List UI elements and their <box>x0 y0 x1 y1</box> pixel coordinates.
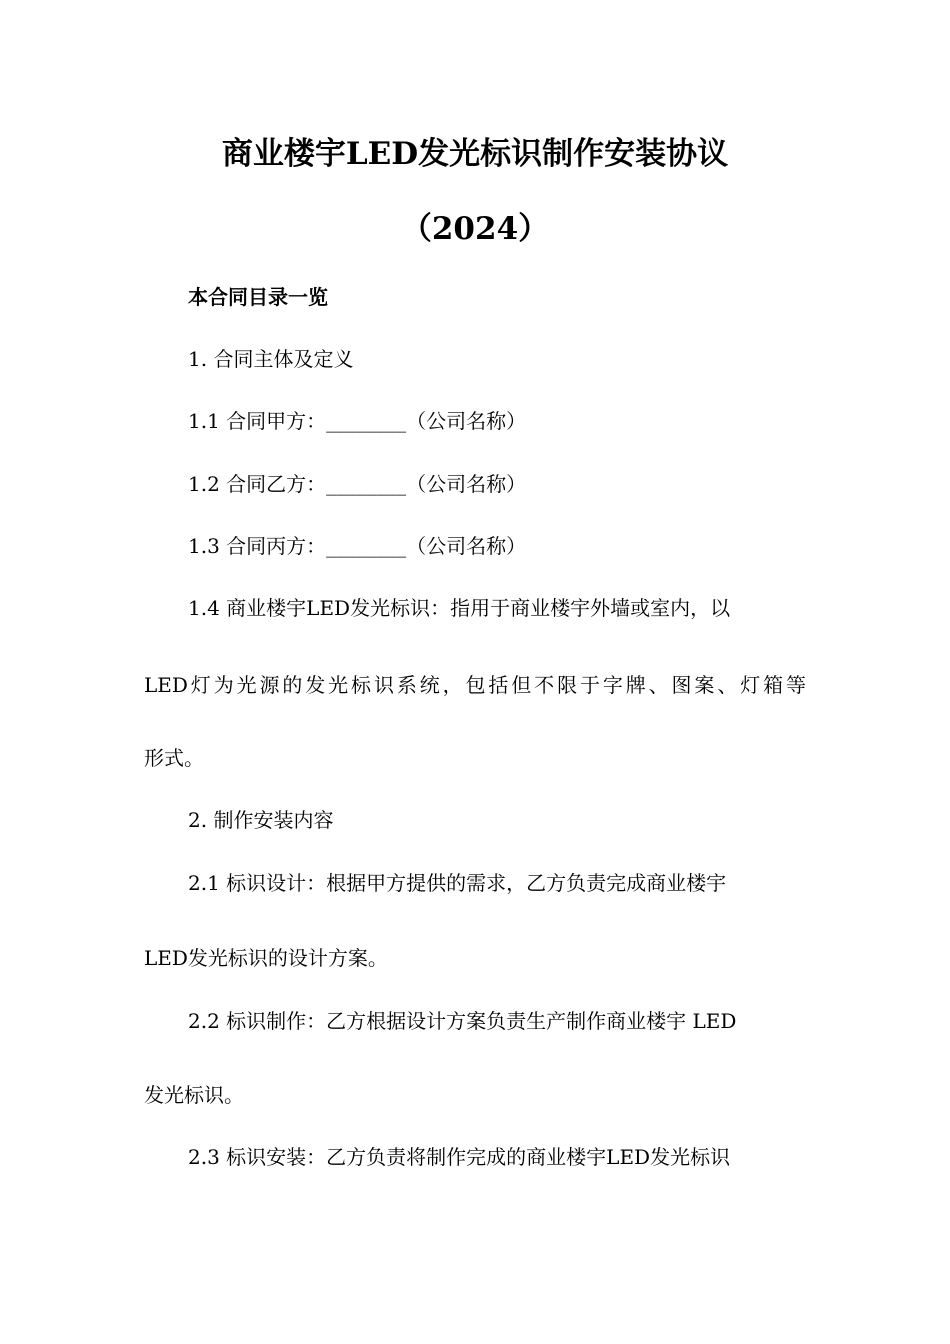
document-title: 商业楼宇LED发光标识制作安装协议 <box>221 136 729 172</box>
clause-2-1-line-1: 2.1 标识设计：根据甲方提供的需求，乙方负责完成商业楼宇 <box>188 871 727 895</box>
clause-1-4-line-2: LED灯为光源的发光标识系统，包括但不限于字牌、图案、灯箱等 <box>144 673 806 697</box>
clause-2-2-line-1: 2.2 标识制作：乙方根据设计方案负责生产制作商业楼宇 LED <box>188 1009 737 1033</box>
clause-1-2: 1.2 合同乙方：________（公司名称） <box>188 472 527 496</box>
section-1-heading: 1. 合同主体及定义 <box>188 347 354 371</box>
clause-1-4-line-3: 形式。 <box>144 746 204 770</box>
clause-2-1-line-2: LED发光标识的设计方案。 <box>144 946 388 970</box>
clause-2-2-line-2: 发光标识。 <box>144 1083 244 1107</box>
section-2-heading: 2. 制作安装内容 <box>188 808 334 832</box>
clause-2-3-line-1: 2.3 标识安装：乙方负责将制作完成的商业楼宇LED发光标识 <box>188 1145 731 1169</box>
clause-1-1: 1.1 合同甲方：________（公司名称） <box>188 409 527 433</box>
clause-1-3: 1.3 合同丙方：________（公司名称） <box>188 534 527 558</box>
clause-1-4-line-1: 1.4 商业楼宇LED发光标识：指用于商业楼宇外墙或室内，以 <box>188 596 731 620</box>
document-year: （2024） <box>400 211 550 247</box>
toc-heading: 本合同目录一览 <box>188 285 328 309</box>
